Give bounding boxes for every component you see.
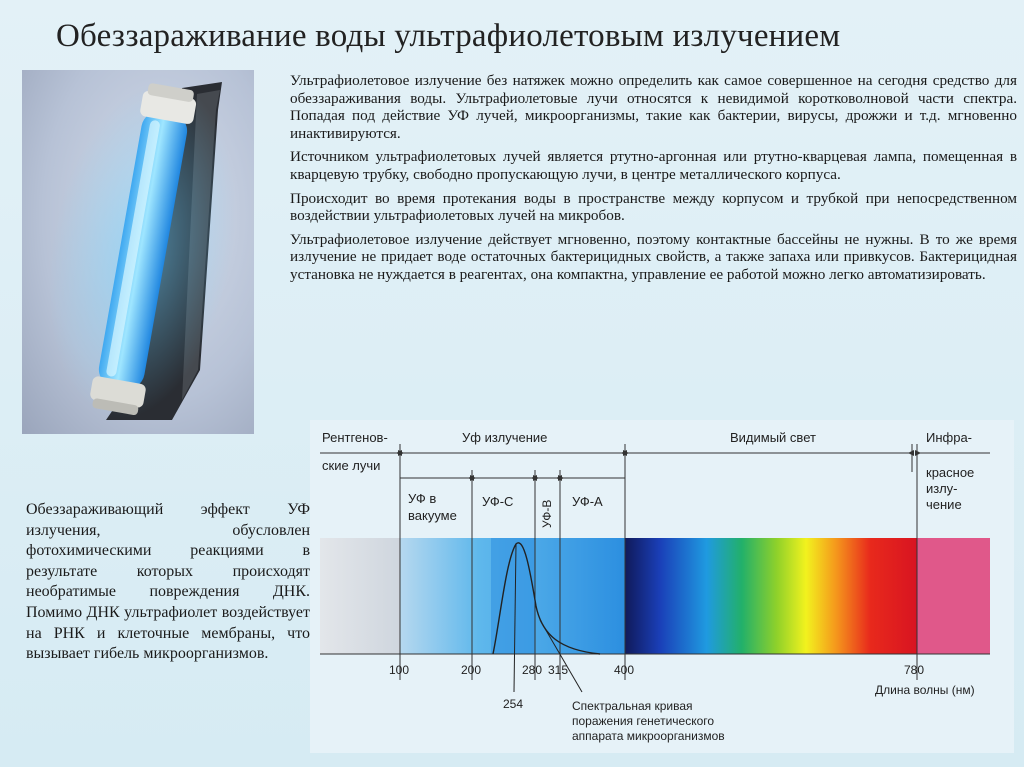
dna-effect-text: Обеззараживающий эффект УФ излучения, обусловлен фотохимическими реакциями в результате которых происходят необратимые повреждения ДНК. Помимо ДНК ультрафиолет воздействует на РНК и клеточные мембраны, что вызывает гибель микроорганизмов. (26, 501, 310, 663)
ir-label-3: излу- (926, 481, 958, 496)
page-title: Обеззараживание воды ультрафиолетовым излучением (56, 18, 841, 54)
uv-vacuum-label-2: вакууме (408, 508, 457, 523)
paragraph-3: Происходит во время протекания воды в пространстве между корпусом и трубкой при непосредственном воздействии ультрафиолетовых лучей на микробов. (290, 189, 1017, 225)
uvb-label: УФ-В (540, 499, 554, 528)
peak-254-label: 254 (503, 697, 524, 711)
uv-vacuum-label-1: УФ в (408, 491, 437, 506)
curve-label-2: поражения генетического (572, 714, 715, 728)
uva-label: УФ-А (572, 494, 603, 509)
ir-label-2: красное (926, 465, 975, 480)
tick-780: 780 (904, 663, 925, 677)
infrared-band (917, 538, 990, 654)
tick-280: 280 (522, 663, 543, 677)
paragraph-2: Источником ультрафиолетовых лучей является ртутно-аргонная или ртутно-кварцевая лампа, помещенная в кварцевую трубку, свободно пропускающую лучи, в центре металлического корпуса. (290, 148, 1017, 183)
xray-band (320, 538, 400, 654)
uv-spectrum-diagram (310, 420, 1014, 753)
xray-label-2: ские лучи (322, 458, 381, 473)
ir-label-4: чение (926, 497, 962, 512)
description-text (290, 72, 1017, 290)
visible-label: Видимый свет (730, 430, 816, 445)
uvc-band (491, 538, 535, 654)
tick-100: 100 (389, 663, 410, 677)
wavelength-axis-label: Длина волны (нм) (875, 683, 975, 697)
tick-315: 315 (548, 663, 569, 677)
uv-label: Уф излучение (462, 430, 548, 445)
curve-label-3: аппарата микроорганизмов (572, 729, 725, 743)
xray-label-1: Рентгенов- (322, 430, 388, 445)
paragraph-4: Ультрафиолетовое излучение действует мгновенно, поэтому контактные бассейны не нужны. В то же время излучение не придает воде остаточных бактерицидных свойств, а также запаха или привкусов. Бактерицидная установка не нуждается в реагентах, она компактна, управление ее работой можно легко автоматизировать. (290, 230, 1017, 283)
tick-400: 400 (614, 663, 635, 677)
ir-label-1: Инфра- (926, 430, 973, 445)
uv-lamp-photo (22, 70, 254, 434)
uvc-label: УФ-С (482, 494, 514, 509)
visible-band (625, 538, 917, 654)
paragraph-1: Ультрафиолетовое излучение без натяжек можно определить как самое совершенное на сегодня средство для обеззараживания воды. Ультрафиолетовые лучи относятся к невидимой коротковолновой части спектра. Попадая под действие УФ лучей, микроорганизмы, такие как бактерии, вирусы, дрожжи и т.д. мгновенно инактивируются. (290, 72, 1017, 142)
tick-200: 200 (461, 663, 482, 677)
curve-label-1: Спектральная кривая (572, 699, 693, 713)
